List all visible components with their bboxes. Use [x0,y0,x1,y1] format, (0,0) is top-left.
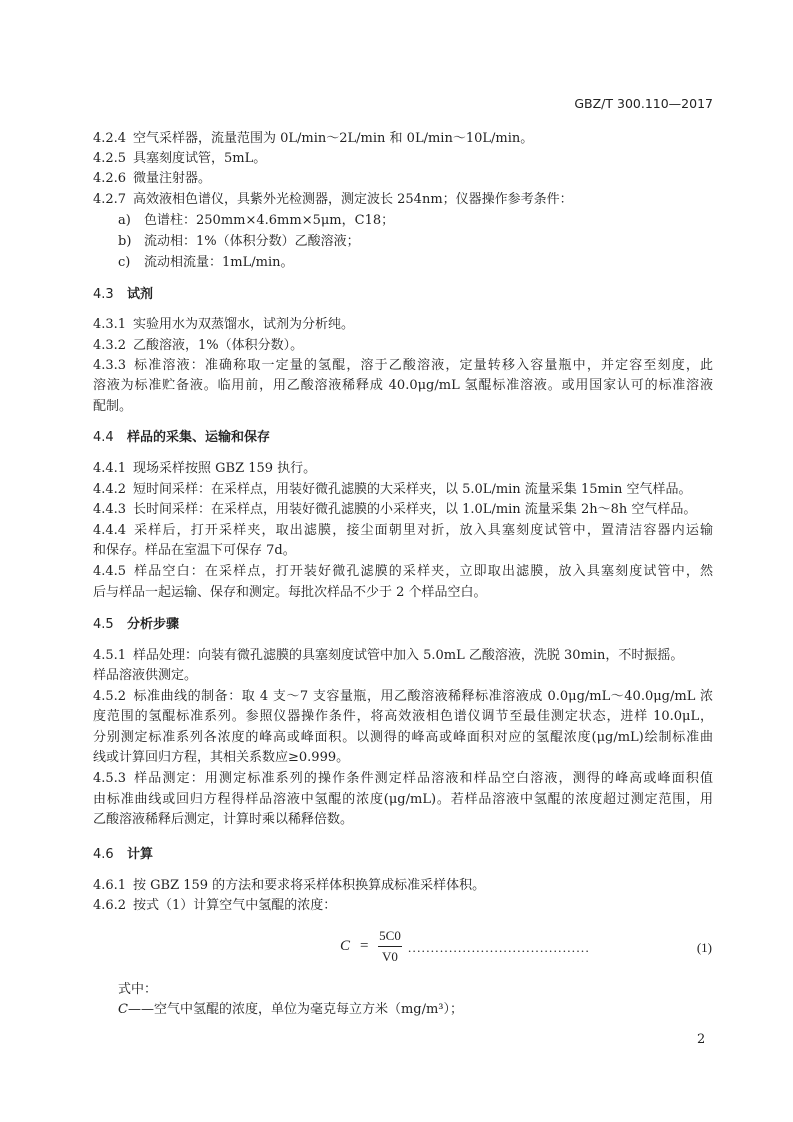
clause-number: 4.4.3 [93,502,127,517]
clause-text: 微量注射器。 [133,171,212,186]
clause-number: 4.2.7 [93,192,127,207]
clause-text: 具塞刻度试管，5mL。 [133,151,267,166]
clause-text: 乙酸溶液，1%（体积分数）。 [133,338,304,353]
clause-4-3-1 [93,317,354,333]
list-item-a [118,213,394,229]
formula-numerator: 5C0 [379,928,401,943]
section-heading-4-3 [93,287,153,303]
clause-number: 4.4.2 [93,482,127,497]
clause-line: 分别测定标准系列各浓度的峰高或峰面积。以测得的峰高或峰面积对应的氢醌浓度(μg/mL)绘制标准曲 [93,730,713,745]
clause-number: 4.5.2 [93,689,127,704]
clause-text: 样品测定：用测定标准系列的操作条件测定样品溶液和样品空白溶液，测得的峰高或峰面积值 [133,771,713,786]
clause-text: 空气采样器，流量范围为 0L/min～2L/min 和 0L/min～10L/min。 [133,131,534,146]
clause-text: 标准溶液：准确称取一定量的氢醌，溶于乙酸溶液，定量转移入容量瓶中，并定容至刻度，此 [133,358,713,373]
formula-equals: = [360,938,369,954]
clause-text: 按 GBZ 159 的方法和要求将采样体积换算成标准采样体积。 [133,878,486,893]
clause-line: 样品溶液供测定。 [93,668,198,683]
clause-number: 4.3.3 [93,358,127,373]
clause-number: 4.6.2 [93,898,127,913]
clause-text: 按式（1）计算空气中氢醌的浓度： [133,898,337,913]
formula-fraction [378,928,402,965]
clause-4-3-2 [93,338,303,354]
equation-number: (1) [696,940,712,955]
section-number: 4.3 [93,287,114,302]
clause-4-5-1 [93,648,683,664]
clause-4-4-3 [93,502,696,518]
clause-4-6-1 [93,878,485,894]
clause-text: 高效液相色谱仪，具紫外光检测器，测定波长 254nm；仪器操作参考条件： [133,192,573,207]
where-label: 式中： [118,982,158,997]
section-title: 试剂 [127,287,154,302]
clause-number: 4.3.2 [93,338,127,353]
formula-denominator: V0 [382,949,398,964]
clause-text: 短时间采样：在采样点，用装好微孔滤膜的大采样夹，以 5.0L/min 流量采集 15min 空气样品。 [133,482,692,497]
clause-line: 线或计算回归方程，其相关系数应≥0.999。 [93,750,350,765]
clause-number: 4.5.3 [93,771,127,786]
list-item-b [118,234,360,250]
clause-number: 4.6.1 [93,878,127,893]
clause-4-2-4 [93,131,533,147]
clause-4-2-6 [93,171,211,187]
clause-number: 4.4.4 [93,523,127,538]
clause-line: 溶液为标准贮备液。临用前，用乙酸溶液稀释成 40.0μg/mL 氢醌标准溶液。或用国家认可的标准溶液 [93,378,713,393]
section-heading-4-5 [93,617,179,633]
clause-text: 采样后，打开采样夹，取出滤膜，接尘面朝里对折，放入具塞刻度试管中，置清洁容器内运输 [133,523,713,538]
clause-4-2-5 [93,151,266,167]
section-heading-4-4 [93,430,270,446]
list-label: b) [118,234,132,249]
formula-1 [340,928,712,968]
clause-4-6-2 [93,898,336,914]
list-label: a) [118,213,131,228]
section-number: 4.6 [93,847,114,862]
clause-number: 4.3.1 [93,317,127,332]
section-title: 分析步骤 [127,617,180,632]
section-title: 样品的采集、运输和保存 [127,430,271,445]
section-number: 4.4 [93,430,114,445]
clause-number: 4.5.1 [93,648,127,663]
fraction-bar [378,946,402,947]
clause-text: 样品空白：在采样点，打开装好微孔滤膜的采样夹，立即取出滤膜，放入具塞刻度试管中，然 [133,564,713,579]
variable-symbol: C [118,1002,128,1017]
clause-4-4-1 [93,461,316,477]
clause-line: 乙酸溶液稀释后测定，计算时乘以稀释倍数。 [93,812,354,827]
clause-4-3-3 [93,358,713,374]
list-item-c [118,255,293,271]
section-heading-4-6 [93,847,153,863]
clause-line: 度范围的氢醌标准系列。参照仪器操作条件，将高效液相色谱仪调节至最佳测定状态，进样 10.0μL， [93,709,713,724]
clause-text: 样品处理：向装有微孔滤膜的具塞刻度试管中加入 5.0mL 乙酸溶液，洗脱 30min，不时振摇。 [133,648,684,663]
clause-line: 和保存。样品在室温下可保存 7d。 [93,543,296,558]
clause-text: 标准曲线的制备：取 4 支～7 支容量瓶，用乙酸溶液稀释标准溶液成 0.0μg/mL～40.0μg/mL 浓 [133,689,713,704]
clause-4-4-2 [93,482,691,498]
clause-4-4-4 [93,523,713,539]
list-text: 流动相流量：1mL/min。 [144,255,294,270]
clause-line: 后与样品一起运输、保存和测定。每批次样品不少于 2 个样品空白。 [93,585,487,600]
formula-leader-dots: ........................................ [408,940,590,955]
clause-number: 4.4.5 [93,564,127,579]
clause-number: 4.2.6 [93,171,127,186]
clause-line: 配制。 [93,399,133,414]
formula-lhs: C [340,938,351,954]
clause-number: 4.2.5 [93,151,127,166]
clause-text: 实验用水为双蒸馏水，试剂为分析纯。 [133,317,355,332]
list-text: 色谱柱：250mm×4.6mm×5μm，C18； [144,213,395,228]
page-number: 2 [697,1032,706,1047]
clause-4-5-2 [93,689,713,705]
clause-number: 4.4.1 [93,461,127,476]
section-number: 4.5 [93,617,114,632]
section-title: 计算 [127,847,154,862]
list-label: c) [118,255,131,270]
clause-4-2-7 [93,192,573,208]
clause-text: 长时间采样：在采样点，用装好微孔滤膜的小采样夹，以 1.0L/min 流量采集 2h～8h 空气样品。 [133,502,697,517]
variable-definition [118,1002,463,1018]
clause-4-4-5 [93,564,713,580]
clause-line: 由标准曲线或回归方程得样品溶液中氢醌的浓度(μg/mL)。若样品溶液中氢醌的浓度超过测定范围，用 [93,792,713,807]
clause-4-5-3 [93,771,713,787]
clause-number: 4.2.4 [93,131,127,146]
standard-number-header: GBZ/T 300.110—2017 [574,96,713,111]
list-text: 流动相：1%（体积分数）乙酸溶液； [144,234,360,249]
clause-text: 现场采样按照 GBZ 159 执行。 [133,461,317,476]
variable-description: ——空气中氢醌的浓度，单位为毫克每立方米（mg/m³）； [127,1002,464,1017]
